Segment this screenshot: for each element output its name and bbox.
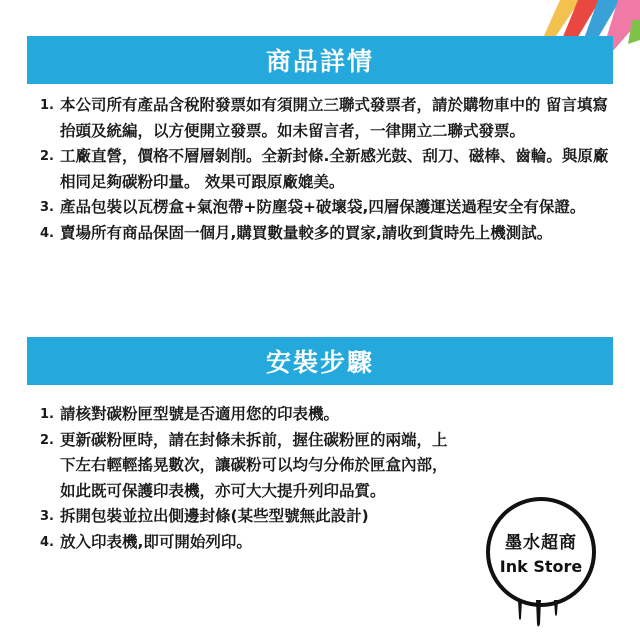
install-steps-list (40, 402, 460, 555)
install-steps-banner (27, 337, 613, 385)
list-item (40, 402, 460, 428)
item-text: 更新碳粉匣時，請在封條未拆前，握住碳粉匣的兩端，上下左右輕輕搖晃數次，讓碳粉可以均勻分佈於匣盒內部，如此既可保護印表機，亦可大大提升列印品質。 (60, 430, 448, 500)
product-details-banner (27, 36, 613, 84)
ink-drip-decoration (510, 600, 570, 630)
item-number: 2. (40, 432, 54, 448)
list-item (40, 221, 610, 247)
item-number: 2. (40, 149, 54, 164)
item-text: 本公司所有產品含稅附發票如有須開立三聯式發票者，請於購物車中的 留言填寫抬頭及統編，以方便開立發票。如未留言者，一律開立二聯式發票。 (60, 96, 608, 140)
list-item (40, 504, 460, 530)
ink-store-logo-stamp (486, 497, 596, 607)
store-name-chinese: 墨水超商 (505, 533, 577, 553)
product-details-title: 商品詳情 (265, 47, 374, 76)
list-item (40, 195, 610, 221)
item-text: 放入印表機,即可開始列印。 (60, 532, 252, 551)
list-item (40, 530, 460, 556)
item-number: 4. (40, 225, 54, 241)
list-item (40, 428, 460, 505)
product-details-list (40, 93, 610, 246)
list-item (40, 93, 610, 144)
item-text: 拆開包裝並拉出側邊封條(某些型號無此設計) (60, 507, 369, 525)
list-item (40, 144, 610, 195)
item-text: 賣場所有商品保固一個月,購買數量較多的買家,請收到貨時先上機測試。 (60, 223, 553, 242)
store-name-english: Ink Store (499, 557, 583, 576)
item-number: 1. (40, 98, 54, 113)
item-number: 3. (40, 200, 54, 215)
item-number: 3. (40, 509, 54, 524)
install-steps-title: 安裝步驟 (265, 348, 374, 377)
item-number: 4. (40, 534, 54, 550)
item-text: 請核對碳粉匣型號是否適用您的印表機。 (60, 405, 340, 423)
item-text: 產品包裝以瓦楞盒+氣泡帶+防塵袋+破壞袋,四層保護運送過程安全有保證。 (60, 198, 586, 216)
item-number: 1. (40, 407, 54, 422)
item-text: 工廠直營，價格不層層剝削。全新封條.全新感光鼓、刮刀、磁棒、齒輪。與原廠相同足夠碳粉印量。 效果可跟原廠媲美。 (60, 147, 609, 191)
